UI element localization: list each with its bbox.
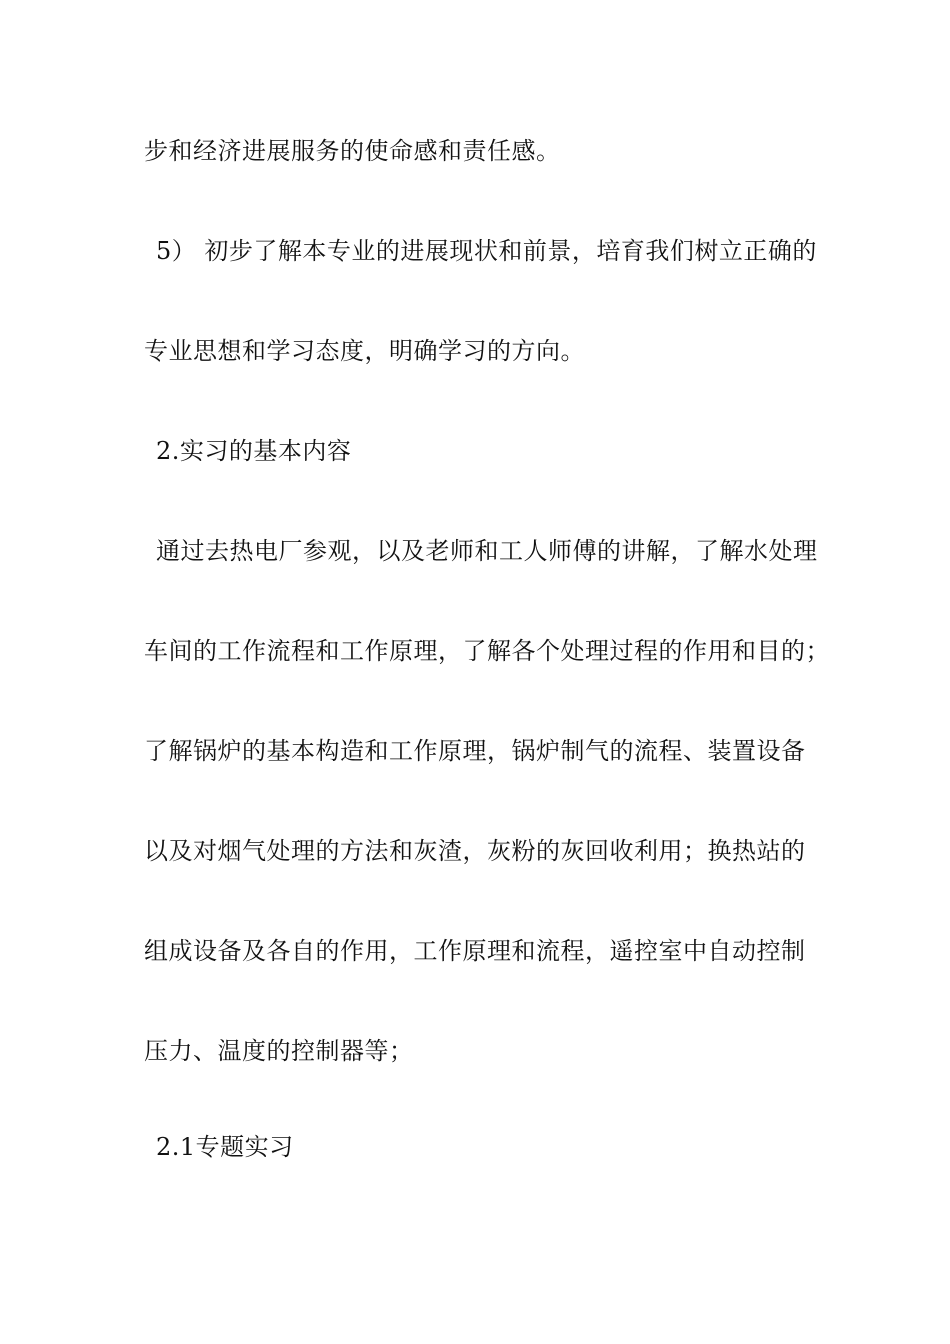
paragraph-line: 通过去热电厂参观，以及老师和工人师傅的讲解，了解水处理	[156, 537, 818, 565]
paragraph-line: 以及对烟气处理的方法和灰渣，灰粉的灰回收利用；换热站的	[144, 837, 806, 865]
subsection-heading: 2.1专题实习	[156, 1133, 294, 1161]
paragraph-line: 车间的工作流程和工作原理，了解各个处理过程的作用和目的；	[144, 637, 830, 665]
paragraph-line: 专业思想和学习态度，明确学习的方向。	[144, 337, 585, 365]
paragraph-line: 了解锅炉的基本构造和工作原理，锅炉制气的流程、装置设备	[144, 737, 806, 765]
paragraph-line: 压力、温度的控制器等；	[144, 1037, 414, 1065]
section-heading: 2.实习的基本内容	[156, 437, 352, 465]
paragraph-line: 组成设备及各自的作用，工作原理和流程，遥控室中自动控制	[144, 937, 806, 965]
paragraph-line: 步和经济进展服务的使命感和责任感。	[144, 137, 561, 165]
list-item-5: 5） 初步了解本专业的进展现状和前景，培育我们树立正确的	[156, 237, 817, 265]
